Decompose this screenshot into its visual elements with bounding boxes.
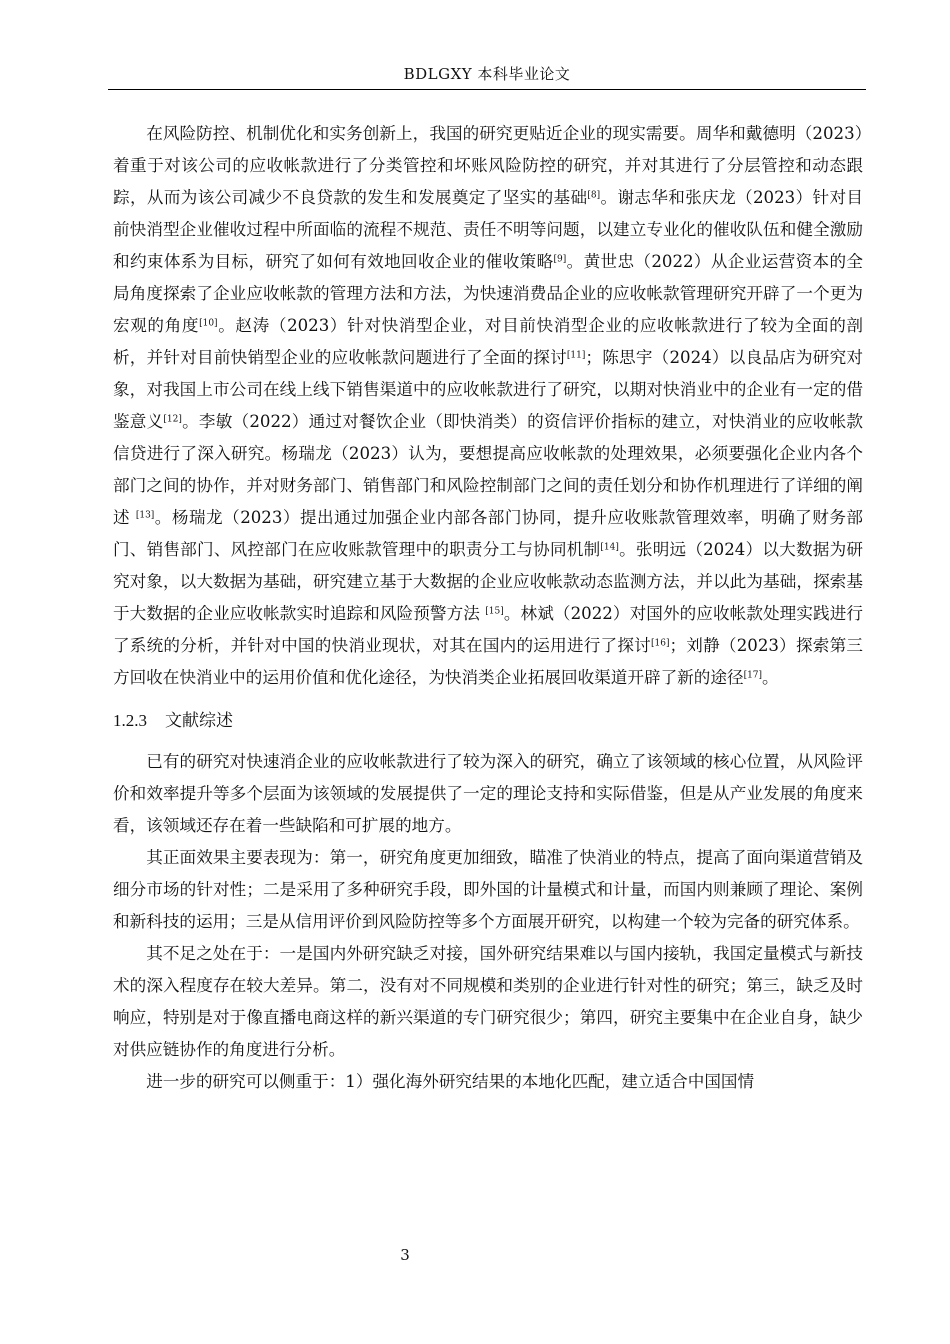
paragraph-text-segment: 在风险防控、机制优化和实务创新上，我国的研究更贴近企业的现实需要。周华和戴德明（2023）着重于对该公司的应收帐款进行了分类管控和坏账风险防控的研究，并对其进行了分层管控和动态跟踪，从而为该公司减少不良贷款的发生和发展奠定了坚实的基础 [113, 124, 863, 207]
citation-ref: [15] [485, 606, 504, 617]
citation-ref: [11] [566, 350, 586, 361]
paragraph-review-intro: 已有的研究对快速消企业的应收帐款进行了较为深入的研究，确立了该领域的核心位置，从风险评价和效率提升等多个层面为该领域的发展提供了一定的理论支持和实际借鉴，但是从产业发展的角度来看，该领域还存在着一些缺陷和可扩展的地方。 [113, 752, 863, 835]
paragraph-future-research: 进一步的研究可以侧重于：1）强化海外研究结果的本地化匹配，建立适合中国国情 [146, 1072, 755, 1091]
citation-ref: [12] [163, 414, 182, 425]
paragraph-domestic-research [113, 118, 863, 694]
citation-ref: [10] [199, 318, 218, 329]
paragraph-text-segment: ；刘静（2023）探索第三方回收在快消业中的运用价值和优化途径，为快消类企业拓展回收渠道开辟了新的途径 [113, 636, 864, 687]
paragraph-positive-effects: 其正面效果主要表现为：第一，研究角度更加细致，瞄准了快消业的特点，提高了面向渠道营销及细分市场的针对性；二是采用了多种研究手段，即外国的计量模式和计量，而国内则兼顾了理论、案例和新科技的运用；三是从信用评价到风险防控等多个方面展开研究，以构建一个较为完备的研究体系。 [113, 848, 863, 931]
citation-ref: [17] [743, 670, 763, 681]
paragraph-text-segment: 。赵涛（2023）针对快消型企业，对目前快消型企业的应收帐款进行了较为全面的剖析，并针对目前快销型企业的应收帐款问题进行了全面的探讨 [113, 316, 864, 367]
paragraph-text-segment: 。 [762, 668, 779, 687]
paragraph-text-segment: 。杨瑞龙（2023）提出通过加强企业内部各部门协同，提升应收账款管理效率，明确了财务部门、销售部门、风控部门在应收账款管理中的职责分工与协同机制 [113, 508, 863, 559]
body-text [113, 118, 863, 1098]
citation-ref: [9] [553, 254, 567, 265]
header-rule [108, 89, 866, 90]
section-heading [113, 706, 863, 736]
paragraph-text-segment: 。黄世忠（2022）从企业运营资本的全局角度探索了企业应收帐款的管理方法和方法，为快速消费品企业的应收帐款管理研究开辟了一个更为宏观的角度 [113, 252, 864, 335]
citation-ref: [13] [135, 510, 155, 521]
paragraph-shortcomings: 其不足之处在于：一是国内外研究缺乏对接，国外研究结果难以与国内接轨，我国定量模式与新技术的深入程度存在较大差异。第二，没有对不同规模和类别的企业进行针对性的研究；第三，缺乏及时响应，特别是对于像直播电商这样的新兴渠道的专门研究很少；第四，研究主要集中在企业自身，缺少对供应链协作的角度进行分析。 [113, 944, 863, 1059]
paragraph-text-segment: 。谢志华和张庆龙（2023）针对目前快消型企业催收过程中所面临的流程不规范、责任不明等问题，以建立专业化的催收队伍和健全激励和约束体系为目标，研究了如何有效地回收企业的催收策略 [113, 188, 863, 271]
section-number: 1.2.3 [113, 711, 147, 730]
paragraph-text-segment: ；陈思宇（2024）以良品店为研究对象，对我国上市公司在线上线下销售渠道中的应收帐款进行了研究，以期对快消业中的企业有一定的借鉴意义 [113, 348, 863, 431]
paragraph-text-segment: 。李敏（2022）通过对餐饮企业（即快消类）的资信评价指标的建立，对快消业的应收帐款信贷进行了深入研究。杨瑞龙（2023）认为，要想提高应收帐款的处理效果，必须要强化企业内各个部门之间的协作，并对财务部门、销售部门和风险控制部门之间的责任划分和协作机理进行了详细的阐述 [113, 412, 863, 527]
page-number: 3 [400, 1246, 410, 1264]
running-header: BDLGXY 本科毕业论文 [403, 65, 571, 83]
citation-ref: [8] [587, 190, 601, 201]
citation-ref: [16] [650, 638, 670, 649]
paragraph-text-segment: 。张明远（2024）以大数据为研究对象，以大数据为基础，研究建立基于大数据的企业应收帐款动态监测方法，并以此为基础，探索基于大数据的企业应收帐款实时追踪和风险预警方法 [113, 540, 863, 623]
paragraph-text-segment: 。林斌（2022）对国外的应收帐款处理实践进行了系统的分析，并针对中国的快消业现状，对其在国内的运用进行了探讨 [113, 604, 863, 655]
citation-ref: [14] [600, 542, 619, 553]
section-title: 文献综述 [165, 711, 233, 731]
